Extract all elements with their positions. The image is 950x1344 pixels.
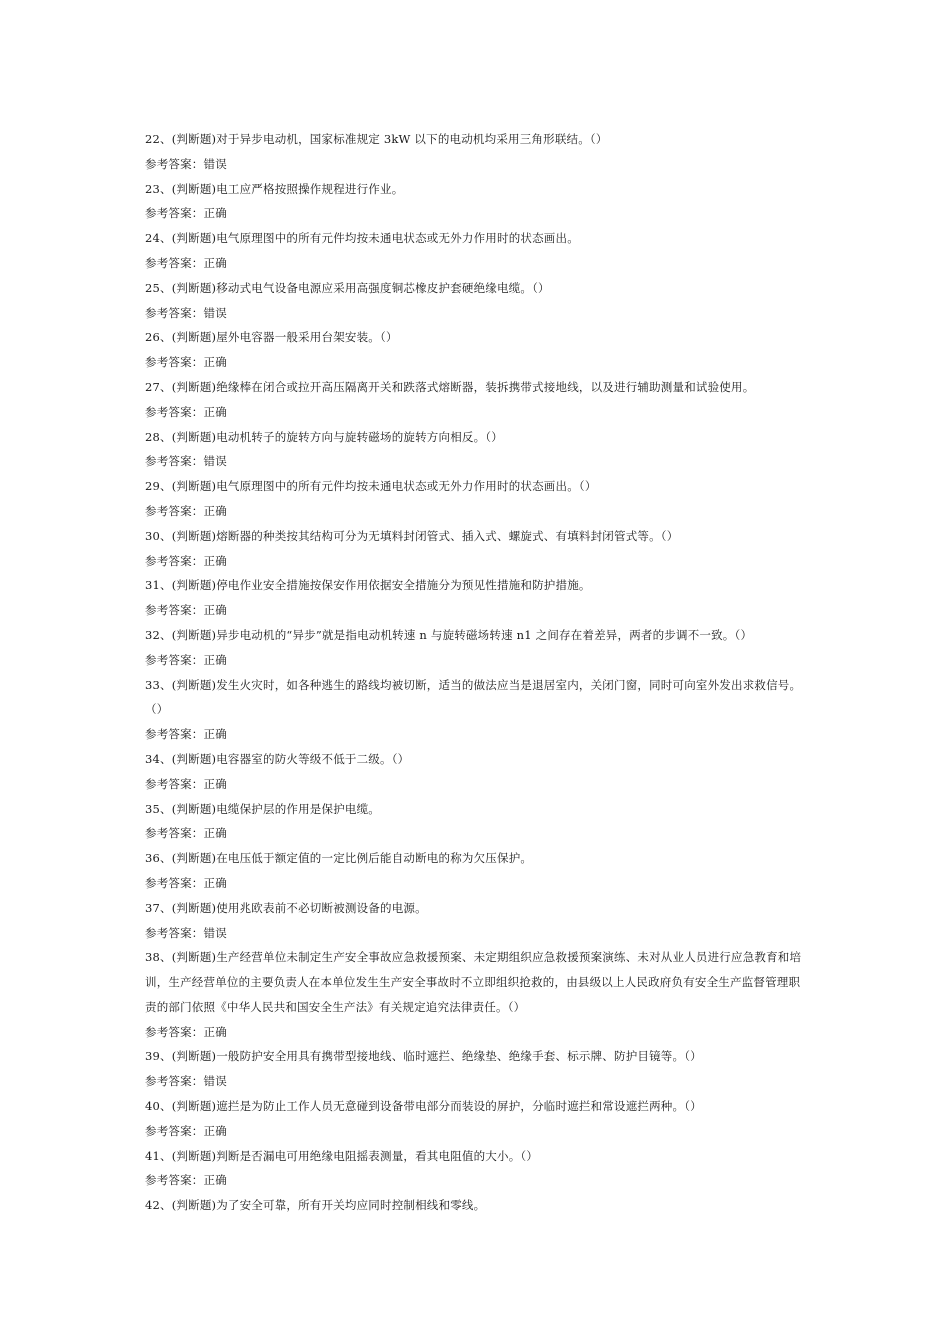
question-text: 24、(判断题)电气原理图中的所有元件均按未通电状态或无外力作用时的状态画出。 [145, 231, 579, 246]
question-item [145, 226, 810, 276]
answer-text: 参考答案：正确 [145, 1024, 227, 1039]
question-text: 23、(判断题)电工应严格按照操作规程进行作业。 [145, 181, 404, 196]
answer-text: 参考答案：正确 [145, 652, 227, 667]
question-text: 27、(判断题)绝缘棒在闭合或拉开高压隔离开关和跌落式熔断器，装拆携带式接地线，以及进行辅助测量和试验使用。 [145, 379, 755, 394]
answer-text: 参考答案：错误 [145, 925, 227, 940]
question-text: 41、(判断题)判断是否漏电可用绝缘电阻摇表测量，看其电阻值的大小。（） [145, 1148, 539, 1163]
answer-text: 参考答案：错误 [145, 1074, 227, 1089]
answer-text: 参考答案：正确 [145, 1123, 227, 1138]
question-list [145, 127, 810, 1218]
question-text: 28、(判断题)电动机转子的旋转方向与旋转磁场的旋转方向相反。（） [145, 429, 503, 444]
question-text: 30、(判断题)熔断器的种类按其结构可分为无填料封闭管式、插入式、螺旋式、有填料封闭管式等。（） [145, 528, 679, 543]
question-text: 36、(判断题)在电压低于额定值的一定比例后能自动断电的称为欠压保护。 [145, 851, 533, 866]
question-text: 37、(判断题)使用兆欧表前不必切断被测设备的电源。 [145, 900, 427, 915]
answer-text: 参考答案：正确 [145, 1173, 227, 1188]
question-item [145, 1044, 810, 1094]
question-item [145, 797, 810, 847]
question-item [145, 1193, 810, 1218]
question-item [145, 945, 810, 1044]
question-text: 34、(判断题)电容器室的防火等级不低于二级。（） [145, 751, 410, 766]
answer-text: 参考答案：正确 [145, 727, 227, 742]
question-item [145, 474, 810, 524]
question-text: 31、(判断题)停电作业安全措施按保安作用依据安全措施分为预见性措施和防护措施。 [145, 578, 591, 593]
question-text: 22、(判断题)对于异步电动机，国家标准规定 3kW 以下的电动机均采用三角形联结。（） [145, 132, 608, 146]
question-text: 40、(判断题)遮拦是为防止工作人员无意碰到设备带电部分而装设的屏护，分临时遮拦和常设遮拦两种。（） [145, 1099, 702, 1114]
question-item [145, 375, 810, 425]
answer-text: 参考答案：正确 [145, 404, 227, 419]
question-item [145, 177, 810, 227]
question-text: 29、(判断题)电气原理图中的所有元件均按未通电状态或无外力作用时的状态画出。（） [145, 479, 597, 494]
question-item [145, 747, 810, 797]
question-item [145, 524, 810, 574]
question-text: 33、(判断题)发生火灾时，如各种逃生的路线均被切断，适当的做法应当是退居室内，关闭门窗，同时可向室外发出求救信号。（） [145, 677, 802, 717]
question-item [145, 127, 810, 177]
answer-text: 参考答案：正确 [145, 503, 227, 518]
answer-text: 参考答案：错误 [145, 305, 227, 320]
question-item [145, 896, 810, 946]
answer-text: 参考答案：正确 [145, 206, 227, 221]
question-item [145, 276, 810, 326]
answer-text: 参考答案：错误 [145, 156, 227, 171]
question-item [145, 673, 810, 747]
answer-text: 参考答案：正确 [145, 875, 227, 890]
answer-text: 参考答案：正确 [145, 255, 227, 270]
question-item [145, 846, 810, 896]
question-text: 39、(判断题)一般防护安全用具有携带型接地线、临时遮拦、绝缘垫、绝缘手套、标示牌、防护目镜等。（） [145, 1049, 702, 1064]
question-text: 38、(判断题)生产经营单位未制定生产安全事故应急救援预案、未定期组织应急救援预案演练、未对从业人员进行应急教育和培训，生产经营单位的主要负责人在本单位发生生产安全事故时不立即组织抢救的，由县级以上人民政府负有安全生产监督管理职责的部门依照《中华人民共和国安全生产法》有关规定追究法律责任。（） [145, 950, 802, 1014]
question-item [145, 573, 810, 623]
question-text: 35、(判断题)电缆保护层的作用是保护电缆。 [145, 801, 381, 816]
answer-text: 参考答案：正确 [145, 355, 227, 370]
question-text: 32、(判断题)异步电动机的“异步”就是指电动机转速 n 与旋转磁场转速 n1 之间存在着差异，两者的步调不一致。（） [145, 627, 753, 642]
question-item [145, 623, 810, 673]
question-item [145, 425, 810, 475]
answer-text: 参考答案：正确 [145, 826, 227, 841]
answer-text: 参考答案：错误 [145, 454, 227, 469]
answer-text: 参考答案：正确 [145, 553, 227, 568]
question-text: 42、(判断题)为了安全可靠，所有开关均应同时控制相线和零线。 [145, 1198, 486, 1213]
question-text: 26、(判断题)屋外电容器一般采用台架安装。（） [145, 330, 398, 345]
question-item [145, 325, 810, 375]
question-item [145, 1144, 810, 1194]
answer-text: 参考答案：正确 [145, 776, 227, 791]
question-item [145, 1094, 810, 1144]
question-text: 25、(判断题)移动式电气设备电源应采用高强度铜芯橡皮护套硬绝缘电缆。（） [145, 280, 550, 295]
answer-text: 参考答案：正确 [145, 603, 227, 618]
